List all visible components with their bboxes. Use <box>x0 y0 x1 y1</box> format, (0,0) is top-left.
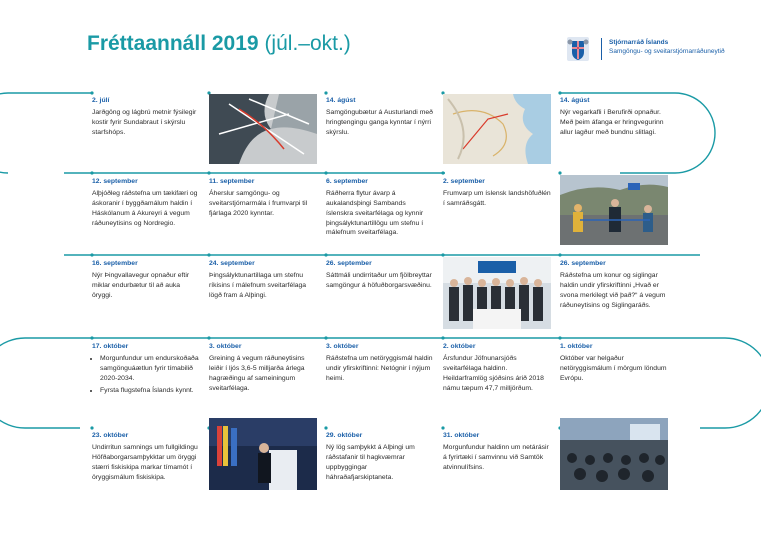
entry-date: 3. október <box>326 343 359 350</box>
entry-text: Samgöngubætur á Austurlandi með hringtengingu ganga kynntar í nýrri skýrslu. <box>326 109 433 136</box>
entry-date: 6. september <box>326 178 368 185</box>
entry-bullet: • Fyrsta flugstefna Íslands kynnt. <box>100 386 200 396</box>
timeline-entry <box>326 260 434 291</box>
timeline-entry <box>209 178 317 219</box>
entry-text: Nýr vegarkafli í Berufirði opnaður. Með þeim áfanga er hringvegurinn allur lagður með bundnu slitlagi. <box>560 109 664 136</box>
timeline-entry <box>326 432 434 482</box>
timeline-entry <box>92 97 200 138</box>
entry-date: 3. október <box>209 343 242 350</box>
entry-date: 11. september <box>209 178 255 185</box>
entry-text: Frumvarp um íslensk landshöfuðlén í samráðsgátt. <box>443 190 551 207</box>
entry-text: Morgunfundur haldinn um netárásir á fyrirtæki í samvinnu við Samtök atvinnulífsins. <box>443 444 549 471</box>
entry-text: Október var helgaður netöryggismálum í mörgum löndum Evrópu. <box>560 355 667 382</box>
entry-text: Sáttmáli undirritaður um fjölbreyttar samgöngur á höfuðborgarsvæðinu. <box>326 272 432 289</box>
title-period: (júl.–okt.) <box>264 32 351 55</box>
entry-bullet: • Morgunfundur um endurskoðaða samgönguáætlun fyrir tímabilið 2020-2034. <box>100 354 200 384</box>
entry-date: 26. september <box>326 260 372 267</box>
timeline-entry <box>443 432 551 473</box>
map-photo-austurland <box>443 94 551 164</box>
timeline-entry <box>209 260 317 301</box>
photo-cape-town-signing <box>209 418 317 490</box>
logo-line-1: Stjórnarráð Íslands <box>609 39 669 46</box>
entry-date: 16. september <box>92 260 138 267</box>
timeline-entry <box>326 178 434 238</box>
entry-date: 2. október <box>443 343 476 350</box>
entry-text: Ný lög samþykkt á Alþingi um ráðstafanir til hagkvæmrar uppbyggingar háhraðafjarskiptaneta. <box>326 444 415 481</box>
entry-text: Alþjóðleg ráðstefna um tækifæri og áskoranir í byggðamálum haldin í Háskólanum á Akureyri á vegum ráðuneytisins og Nordregio. <box>92 190 198 227</box>
title-main: Fréttaannáll 2019 <box>87 32 259 55</box>
photo-road-opening <box>560 175 668 245</box>
photo-agreement-signing <box>443 257 551 329</box>
entry-date: 12. september <box>92 178 138 185</box>
entry-text: Ráðstefna um konur og siglingar haldin undir yfirskriftinni „Hvað er svona merkilegt við það?“ á vegum ráðuneytisins og Siglingaráðs. <box>560 272 666 309</box>
timeline-entry <box>443 178 551 209</box>
entry-text: Þingsályktunartillaga um stefnu ríkisins í málefnum sveitarfélaga lögð fram á Alþingi. <box>209 272 307 299</box>
map-photo-sundabraut <box>209 94 317 164</box>
entry-date: 17. október <box>92 343 129 350</box>
timeline-entry <box>209 343 317 393</box>
entry-text: Undirritun samnings um fullgildingu Höfðaborgarsamþykktar um öryggi stærri fiskiskipa markar tímamót í öryggismálum fiskiskipa. <box>92 444 198 481</box>
entry-text: Ráðstefna um netöryggismál haldin undir yfirskriftinni: Netógnir í nýjum heimi. <box>326 355 433 382</box>
entry-date: 31. október <box>443 432 480 439</box>
entry-text: Nýr Þingvallavegur opnaður eftir miklar endurbætur til að auka öryggi. <box>92 272 190 299</box>
entry-text: Ársfundur Jöfnunarsjóðs sveitarfélaga haldinn. Heildarframlög sjóðsins árið 2018 námu tæpum 47,7 milljörðum. <box>443 355 544 392</box>
photo-morning-meeting <box>560 418 668 490</box>
timeline-entry <box>92 432 200 482</box>
timeline-entry <box>326 97 434 138</box>
entry-text: Ráðherra flytur ávarp á aukalandsþingi Sambands íslenskra sveitarfélaga og kynnir þingsályktunartillögu um stefnu í málefnum sveitarfélaga. <box>326 190 424 237</box>
entry-date: 14. ágúst <box>326 97 356 104</box>
entry-text: Áherslur samgöngu- og sveitarstjórnarmála í frumvarpi til fjárlaga 2020 kynntar. <box>209 190 308 217</box>
entry-date: 2. júlí <box>92 97 110 104</box>
entry-date: 14. ágúst <box>560 97 590 104</box>
entry-date: 1. október <box>560 343 593 350</box>
entry-date: 24. september <box>209 260 255 267</box>
entry-date: 2. september <box>443 178 485 185</box>
timeline-entry <box>560 260 668 310</box>
logo-line-2: Samgöngu- og sveitarstjórnarráðuneytið <box>609 48 725 55</box>
entry-date: 29. október <box>326 432 363 439</box>
entry-text: Jarðgöng og lágbrú metnir fýsilegir kostir fyrir Sundabraut í skýrslu starfshóps. <box>92 109 197 136</box>
entry-bullet-list <box>92 354 200 395</box>
timeline-entry <box>92 260 200 301</box>
timeline-entry <box>560 343 668 384</box>
timeline-entry <box>92 178 200 228</box>
entry-date: 23. október <box>92 432 129 439</box>
timeline-entry <box>560 97 668 138</box>
entry-date: 26. september <box>560 260 606 267</box>
timeline-entry <box>443 343 551 393</box>
timeline-entry <box>92 343 200 397</box>
timeline-entry <box>326 343 434 384</box>
entry-text: Greining á vegum ráðuneytisins leiðir í ljós 3,6-5 milljarða árlega hagræðingu af sameiningum sveitarfélaga. <box>209 355 305 392</box>
